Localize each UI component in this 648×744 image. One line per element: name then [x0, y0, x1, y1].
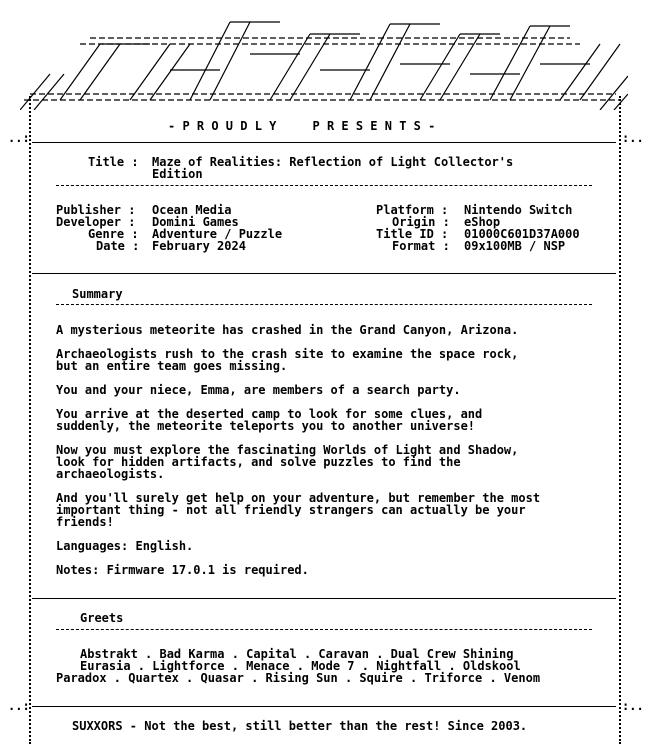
platform-label: Platform :: [376, 203, 449, 217]
corner-dots-left-top: ..:: [8, 131, 30, 145]
corner-dots-right-top: :..: [622, 131, 644, 145]
title-id-label: Title ID :: [376, 227, 449, 241]
publisher-value: Ocean Media: [152, 203, 232, 217]
languages: Languages: English.: [56, 539, 194, 553]
divider: [32, 706, 616, 707]
summary-p5-line3: archaeologists.: [56, 467, 165, 481]
developer-label: Developer :: [56, 215, 136, 229]
greets-dashed-divider: [56, 629, 592, 630]
title-id-value: 01000C601D37A000: [464, 227, 580, 241]
summary-p4-line2: suddenly, the meteorite teleports you to another universe!: [56, 419, 476, 433]
summary-p6-line1: And you'll surely get help on your adventure, but remember the most: [56, 491, 541, 505]
title-value-line1: Maze of Realities: Reflection of Light Collector's: [152, 155, 514, 169]
publisher-label: Publisher :: [56, 203, 136, 217]
right-border: [619, 96, 621, 744]
origin-value: eShop: [464, 215, 501, 229]
date-value: February 2024: [152, 239, 246, 253]
divider: [32, 273, 616, 274]
greets-line3: Paradox . Quartex . Quasar . Rising Sun . Squire . Triforce . Venom: [56, 671, 541, 685]
group-logo: [20, 14, 628, 110]
divider: [32, 142, 616, 143]
greets-line1: Abstrakt . Bad Karma . Capital . Caravan . Dual Crew Shining: [80, 647, 514, 661]
date-label: Date :: [96, 239, 140, 253]
summary-p6-line3: friends!: [56, 515, 114, 529]
developer-value: Domini Games: [152, 215, 239, 229]
divider: [32, 598, 616, 599]
summary-p3-line1: You and your niece, Emma, are members of a search party.: [56, 383, 461, 397]
platform-value: Nintendo Switch: [464, 203, 573, 217]
summary-p4-line1: You arrive at the deserted camp to look for some clues, and: [56, 407, 483, 421]
summary-p5-line1: Now you must explore the fascinating Worlds of Light and Shadow,: [56, 443, 519, 457]
title-dashed-divider: [56, 185, 592, 186]
greets-line2: Eurasia . Lightforce . Menace . Mode 7 . Nightfall . Oldskool: [80, 659, 521, 673]
summary-p5-line2: look for hidden artifacts, and solve puzzles to find the: [56, 455, 461, 469]
title-value-line2: Edition: [152, 167, 203, 181]
corner-dots-left-bottom: ..:: [8, 699, 30, 713]
corner-dots-right-bottom: :..: [622, 699, 644, 713]
genre-value: Adventure / Puzzle: [152, 227, 283, 241]
summary-p2-line2: but an entire team goes missing.: [56, 359, 288, 373]
summary-p6-line2: important thing - not all friendly strangers can actually be your: [56, 503, 526, 517]
format-label: Format :: [392, 239, 450, 253]
left-border: [29, 96, 31, 744]
greets-heading: Greets: [80, 611, 124, 625]
genre-label: Genre :: [88, 227, 139, 241]
origin-label: Origin :: [392, 215, 450, 229]
proudly-presents: - P R O U D L Y P R E S E N T S -: [168, 119, 436, 133]
format-value: 09x100MB / NSP: [464, 239, 566, 253]
title-label: Title :: [88, 155, 139, 169]
summary-p2-line1: Archaeologists rush to the crash site to examine the space rock,: [56, 347, 519, 361]
summary-dashed-divider: [56, 304, 592, 305]
notes: Notes: Firmware 17.0.1 is required.: [56, 563, 309, 577]
summary-p1-line1: A mysterious meteorite has crashed in the Grand Canyon, Arizona.: [56, 323, 519, 337]
footer-tagline: SUXXORS - Not the best, still better than the rest! Since 2003.: [72, 719, 528, 733]
summary-heading: Summary: [72, 287, 123, 301]
